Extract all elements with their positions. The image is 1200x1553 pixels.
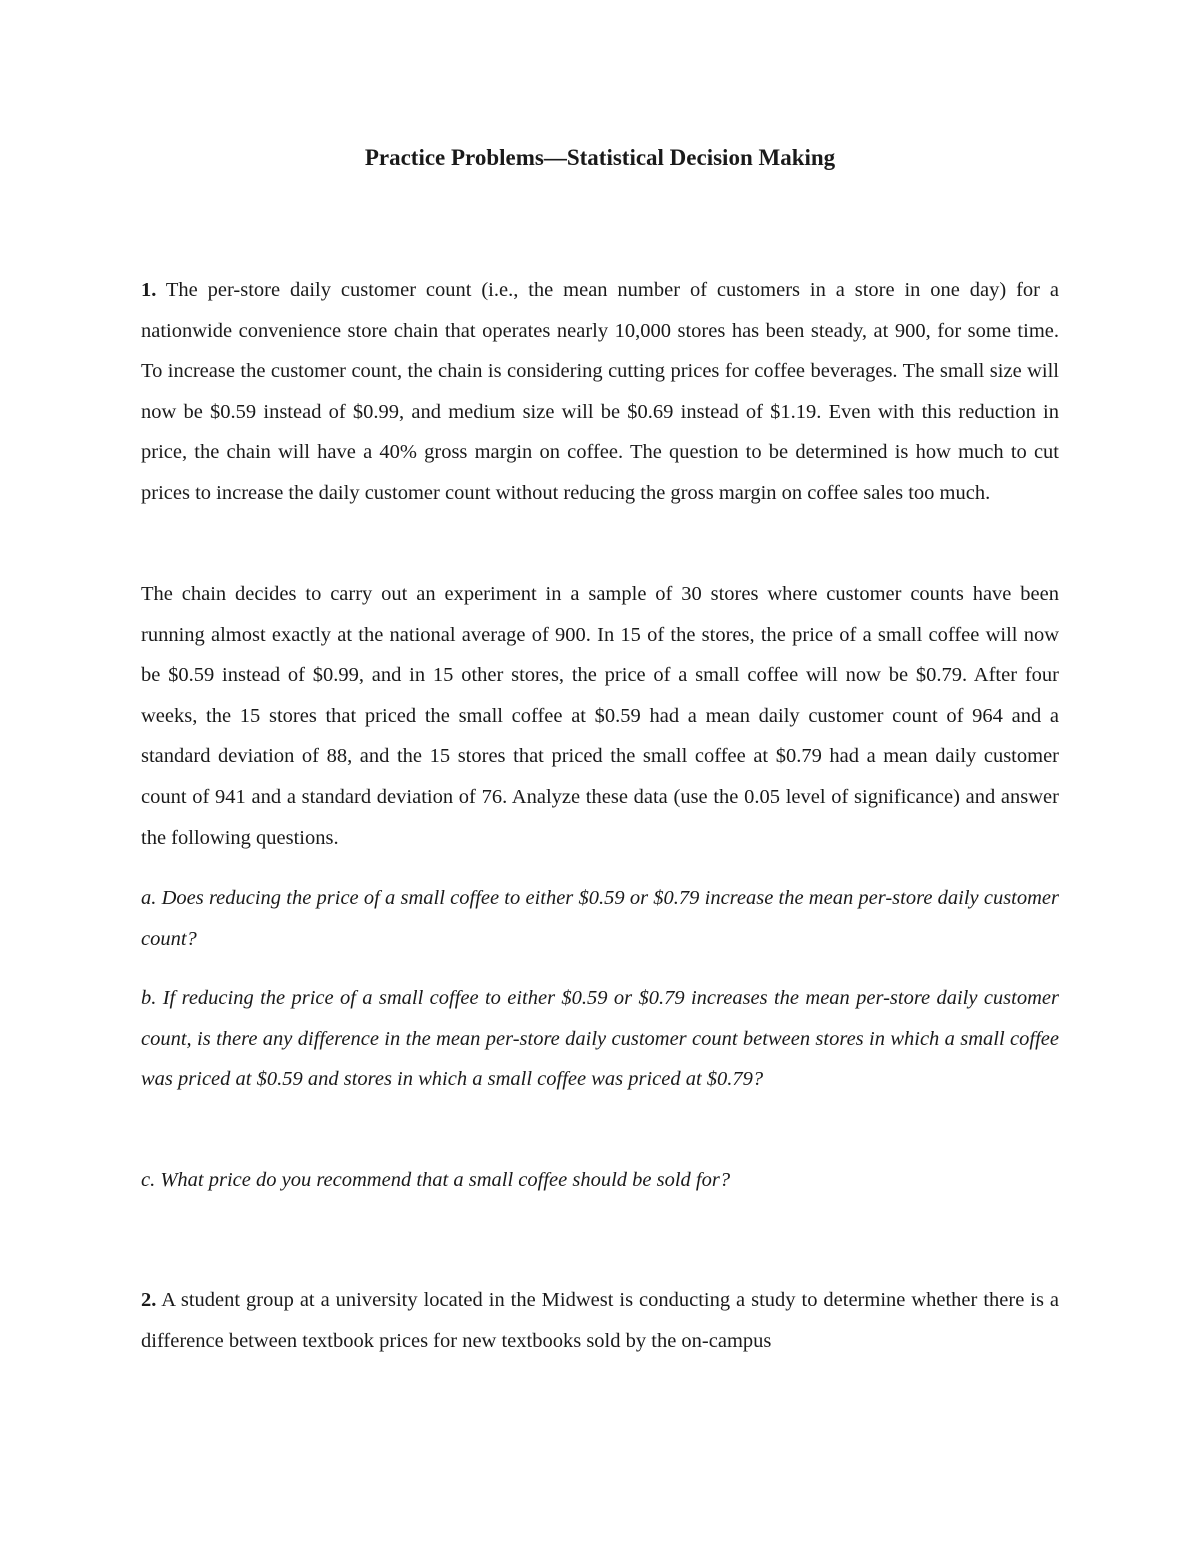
problem-2-text: A student group at a university located in the Midwest is conducting a study to determine whether there is a difference between textbook prices for new textbooks sold by the on-campus: [141, 1289, 1059, 1352]
problem-2-paragraph: [141, 1280, 1059, 1361]
problem-1-paragraph-1: [141, 270, 1059, 514]
problem-2-number: 2.: [141, 1289, 157, 1311]
page-title: Practice Problems—Statistical Decision Making: [364, 145, 836, 170]
problem-1-text: The per-store daily customer count (i.e., the mean number of customers in a store in one day) for a nationwide convenience store chain that operates nearly 10,000 stores has been steady, at 900, for some time. To increase the customer count, the chain is considering cutting prices for coffee beverages. The small size will now be $0.59 instead of $0.99, and medium size will be $0.69 instead of $1.19. Even with this reduction in price, the chain will have a 40% gross margin on coffee. The question to be determined is how much to cut prices to increase the daily customer count without reducing the gross margin on coffee sales too much.: [141, 279, 1060, 504]
problem-1-number: 1.: [141, 279, 157, 301]
question-b: b. If reducing the price of a small coffee to either $0.59 or $0.79 increases the mean per-store daily customer count, is there any difference in the mean per-store daily customer count between stores in which a small coffee was priced at $0.59 and stores in which a small coffee was priced at $0.79?: [141, 987, 1059, 1091]
question-a: a. Does reducing the price of a small coffee to either $0.59 or $0.79 increase the mean per-store daily customer count?: [141, 887, 1059, 950]
problem-1-paragraph-2: The chain decides to carry out an experiment in a sample of 30 stores where customer counts have been running almost exactly at the national average of 900. In 15 of the stores, the price of a small coffee will now be $0.59 instead of $0.99, and in 15 other stores, the price of a small coffee will now be $0.79. After four weeks, the 15 stores that priced the small coffee at $0.59 had a mean daily customer count of 964 and a standard deviation of 88, and the 15 stores that priced the small coffee at $0.79 had a mean daily customer count of 941 and a standard deviation of 76. Analyze these data (use the 0.05 level of significance) and answer the following questions.: [141, 583, 1059, 849]
question-c: c. What price do you recommend that a small coffee should be sold for?: [141, 1169, 731, 1191]
